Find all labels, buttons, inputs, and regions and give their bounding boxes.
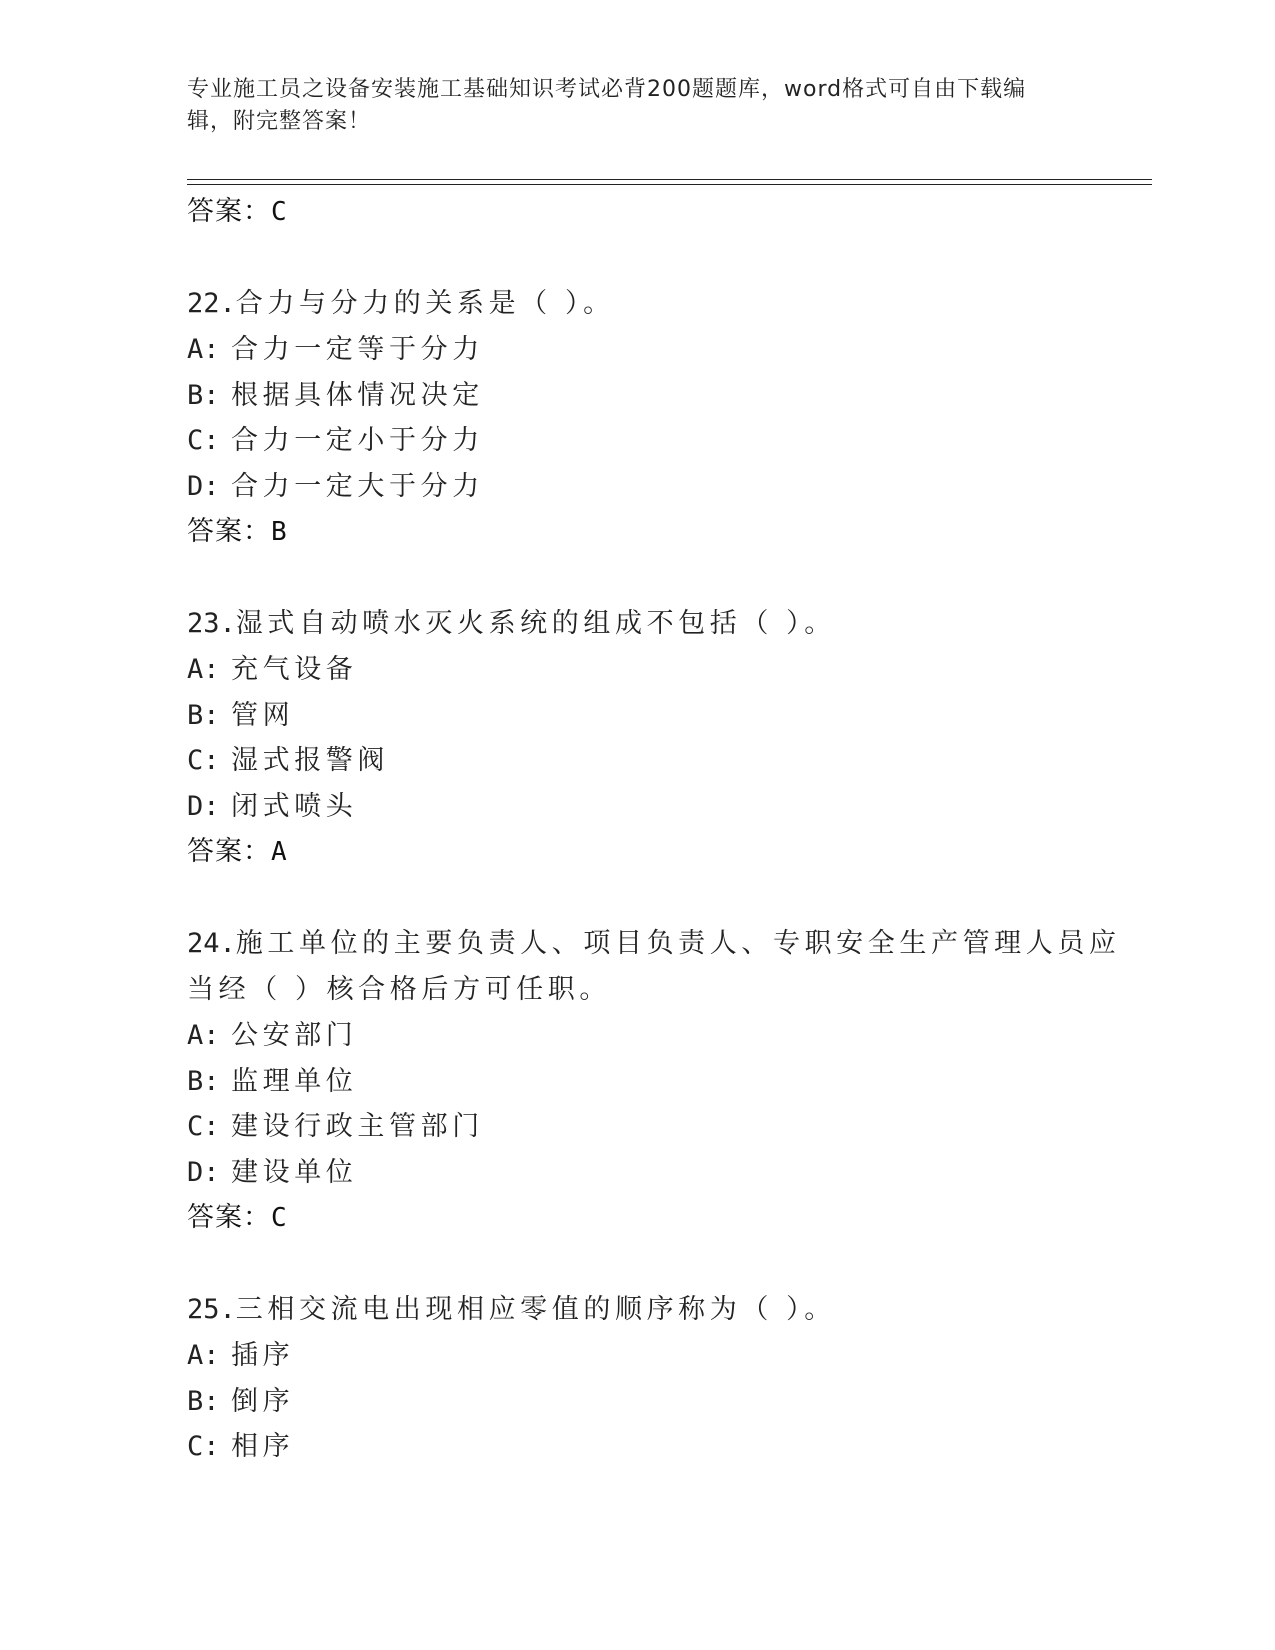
option-text: 合力一定大于分力 [231, 470, 484, 502]
question-block [187, 921, 1147, 1241]
option-text: 插序 [231, 1340, 295, 1371]
answer-label: 答案： [187, 196, 271, 227]
option-letter: A: [187, 334, 220, 365]
option-letter: B: [187, 379, 220, 411]
option-letter: B: [187, 1385, 220, 1417]
option-text: 监理单位 [231, 1065, 358, 1097]
option-letter: B: [187, 699, 220, 731]
option-item [187, 327, 1147, 373]
answer-value: B [271, 517, 288, 547]
question-number: 22. [187, 288, 236, 319]
option-letter: A: [187, 1020, 220, 1051]
question-stem [187, 601, 1147, 647]
option-text: 根据具体情况决定 [231, 379, 484, 411]
question-text: 三相交流电出现相应零值的顺序称为（ ）。 [235, 1294, 836, 1325]
option-item [187, 1013, 1147, 1059]
question-text: 合力与分力的关系是（ ）。 [235, 288, 615, 319]
option-text: 湿式报警阀 [231, 745, 389, 776]
question-stem [187, 921, 1147, 1013]
question-list [187, 189, 1147, 1470]
document-header: 专业施工员之设备安装施工基础知识考试必背200题题库，word格式可自由下载编辑，附完整答案！ [187, 77, 1027, 134]
header-rule-top [187, 179, 1152, 180]
answer-label: 答案： [187, 1202, 271, 1233]
option-item [187, 1059, 1147, 1105]
option-letter: C: [187, 745, 220, 776]
option-text: 闭式喷头 [231, 790, 358, 822]
answer-line [187, 189, 1147, 235]
option-item [187, 693, 1147, 739]
option-item [187, 464, 1147, 510]
question-number: 23. [187, 608, 236, 639]
option-text: 合力一定等于分力 [231, 334, 484, 365]
option-item [187, 784, 1147, 830]
answer-label: 答案： [187, 836, 271, 867]
option-item [187, 373, 1147, 419]
option-item [187, 1333, 1147, 1379]
option-text: 建设单位 [231, 1156, 358, 1188]
answer-line [187, 1195, 1147, 1241]
question-block [187, 281, 1147, 555]
question-text: 湿式自动喷水灭火系统的组成不包括（ ）。 [235, 608, 836, 639]
header-rule-bottom [187, 184, 1152, 185]
option-text: 相序 [231, 1431, 295, 1462]
option-item [187, 418, 1147, 464]
answer-value: C [271, 197, 288, 227]
option-letter: C: [187, 1111, 220, 1142]
option-item [187, 1104, 1147, 1150]
question-block [187, 1287, 1147, 1470]
option-text: 充气设备 [231, 654, 358, 685]
option-letter: A: [187, 1340, 220, 1371]
answer-value: C [271, 1203, 288, 1233]
option-letter: D: [187, 470, 220, 502]
option-text: 倒序 [231, 1385, 295, 1417]
option-item [187, 1424, 1147, 1470]
option-text: 公安部门 [231, 1020, 358, 1051]
option-letter: B: [187, 1065, 220, 1097]
question-stem [187, 281, 1147, 327]
answer-label: 答案： [187, 516, 271, 547]
option-letter: D: [187, 1156, 220, 1188]
answer-value: A [271, 837, 288, 867]
answer-line [187, 509, 1147, 555]
option-letter: C: [187, 425, 220, 456]
answer-line [187, 829, 1147, 875]
option-letter: A: [187, 654, 220, 685]
question-block [187, 601, 1147, 875]
option-letter: C: [187, 1431, 220, 1462]
question-text: 施工单位的主要负责人、项目负责人、专职安全生产管理人员应当经（ ）核合格后方可任职。 [187, 928, 1121, 1005]
question-number: 25. [187, 1294, 236, 1325]
option-item [187, 647, 1147, 693]
option-text: 合力一定小于分力 [231, 425, 484, 456]
question-number: 24. [187, 928, 236, 959]
option-text: 建设行政主管部门 [231, 1111, 484, 1142]
option-item [187, 1379, 1147, 1425]
option-item [187, 1150, 1147, 1196]
option-item [187, 738, 1147, 784]
option-text: 管网 [231, 699, 295, 731]
option-letter: D: [187, 790, 220, 822]
question-stem [187, 1287, 1147, 1333]
